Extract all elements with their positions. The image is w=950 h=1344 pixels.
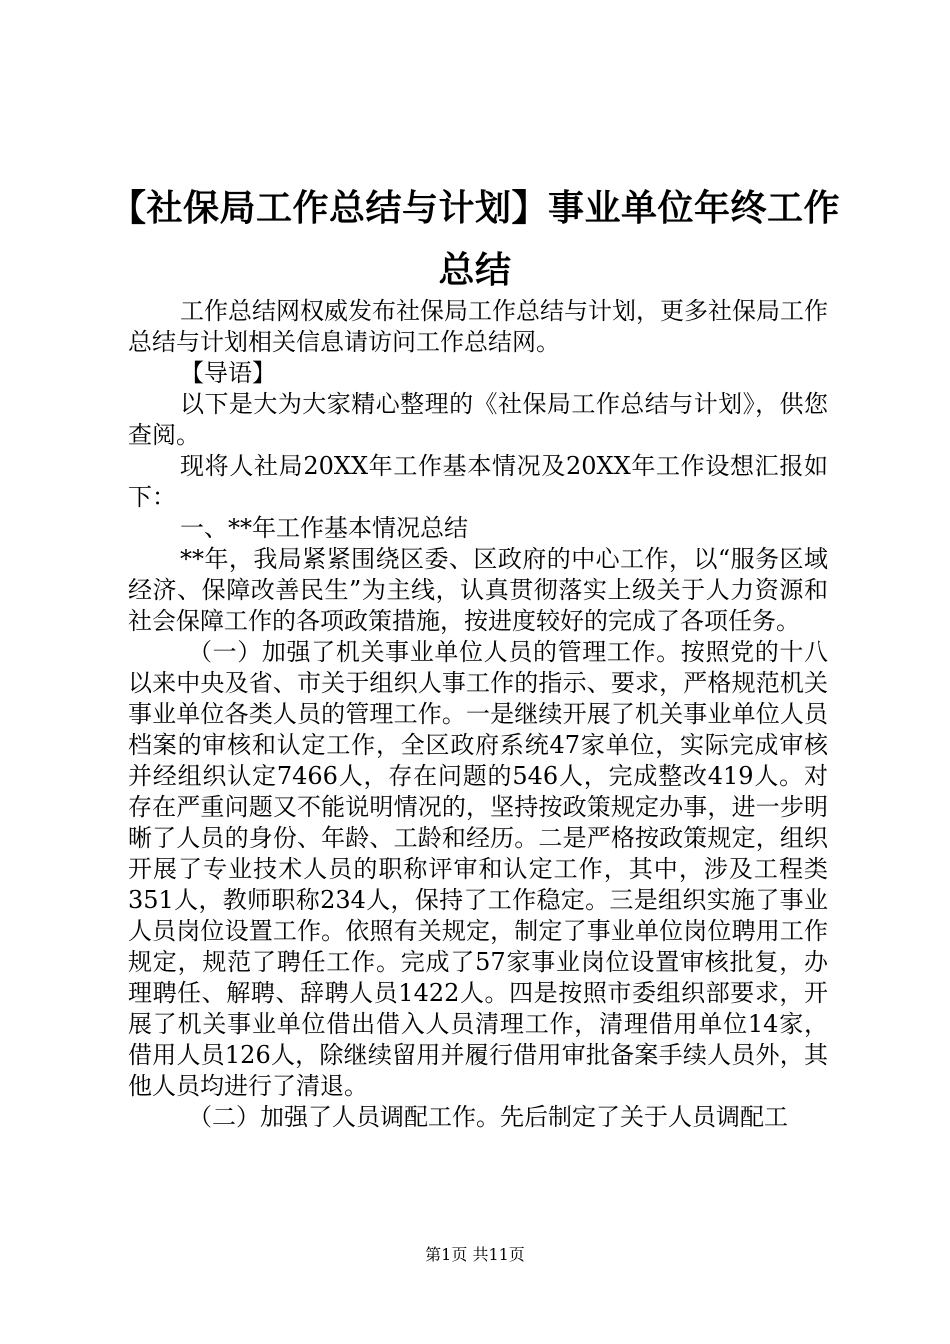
lead-heading: 【导语】 <box>180 359 276 387</box>
intro-paragraph: 工作总结网权威发布社保局工作总结与计划，更多社保局工作总结与计划相关信息请访问工作总结网。 <box>128 297 828 356</box>
summary-paragraph: **年，我局紧紧围绕区委、区政府的中心工作，以“服务区域经济、保障改善民生”为主线，认真贯彻落实上级关于人力资源和社会保障工作的各项政策措施，按进度较好的完成了各项任务。 <box>128 545 828 635</box>
section-two-paragraph: （二）加强了人员调配工作。先后制定了关于人员调配工 <box>188 1103 788 1131</box>
section-heading: 一、**年工作基本情况总结 <box>180 514 468 542</box>
document-body <box>128 296 828 1133</box>
report-intro-paragraph: 现将人社局20XX年工作基本情况及20XX年工作设想汇报如下： <box>128 452 828 511</box>
section-one-paragraph: （一）加强了机关事业单位人员的管理工作。按照党的十八以来中央及省、市关于组织人事工作的指示、要求，严格规范机关事业单位各类人员的管理工作。一是继续开展了机关事业单位人员档案的审核和认定工作，全区政府系统47家单位，实际完成审核并经组织认定7466人，存在问题的546人，完成整改419人。对存在严重问题又不能说明情况的，坚持按政策规定办事，进一步明晰了人员的身份、年龄、工龄和经历。二是严格按政策规定，组织开展了专业技术人员的职称评审和认定工作，其中，涉及工程类351人，教师职称234人，保持了工作稳定。三是组织实施了事业人员岗位设置工作。依照有关规定，制定了事业单位岗位聘用工作规定，规范了聘任工作。完成了57家事业岗位设置审核批复，办理聘任、解聘、辞聘人员1422人。四是按照市委组织部要求，开展了机关事业单位借出借入人员清理工作，清理借用单位14家，借用人员126人，除继续留用并履行借用审批备案手续人员外，其他人员均进行了清退。 <box>128 638 828 1100</box>
lead-paragraph: 以下是大为大家精心整理的《社保局工作总结与计划》，供您查阅。 <box>128 390 828 449</box>
page-number-footer: 第1页 共11页 <box>425 1245 525 1264</box>
document-title: 【社保局工作总结与计划】事业单位年终工作总结 <box>110 188 841 291</box>
